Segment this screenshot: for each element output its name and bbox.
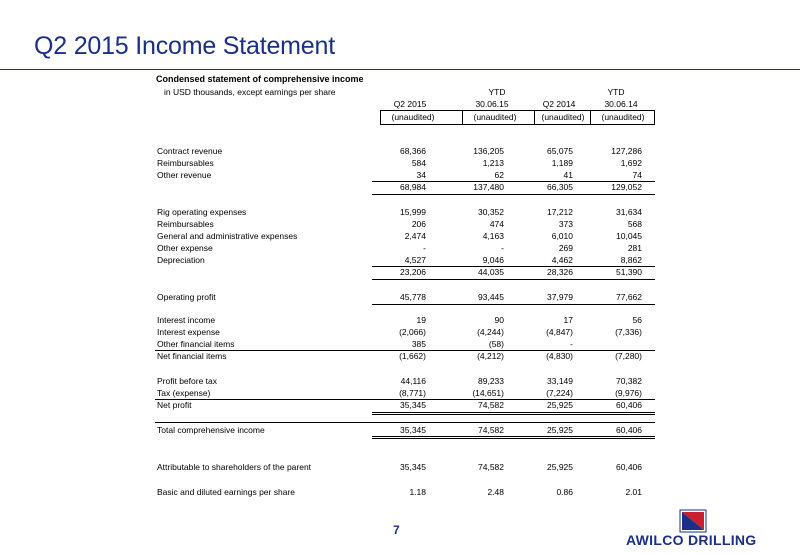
row-label: Rig operating expenses (157, 207, 247, 217)
cell: 8,862 (620, 255, 642, 265)
hdr-sep (590, 111, 591, 124)
cell: - (501, 243, 504, 253)
cell: 90 (494, 315, 504, 325)
row-label: Reimbursables (157, 158, 214, 168)
table-row (155, 327, 655, 339)
row-label: Other revenue (157, 170, 212, 180)
cell: 15,999 (400, 207, 426, 217)
cell: 41 (563, 170, 573, 180)
cell: 74,582 (478, 425, 504, 435)
cell: 56 (632, 315, 642, 325)
cell: 30,352 (478, 207, 504, 217)
hdr-sep (654, 111, 655, 124)
table-row (155, 376, 655, 388)
tci-rule-bottom-2 (372, 438, 655, 439)
cell: (7,224) (546, 388, 573, 398)
cell: 60,406 (616, 462, 642, 472)
row-label: General and administrative expenses (157, 231, 298, 241)
cell: 385 (411, 339, 426, 349)
cell: 60,406 (616, 400, 642, 410)
cell: 74,582 (478, 400, 504, 410)
cell: 474 (489, 219, 504, 229)
cell: 65,075 (547, 146, 573, 156)
cell: 28,326 (547, 267, 573, 277)
cell: 373 (558, 219, 573, 229)
cell: 17,212 (547, 207, 573, 217)
hdr-sep (534, 111, 535, 124)
cell: 34 (416, 170, 426, 180)
total-rule (372, 194, 655, 195)
row-label: Other expense (157, 243, 213, 253)
cell: 25,925 (547, 400, 573, 410)
cell: 66,305 (547, 182, 573, 192)
cell: 206 (411, 219, 426, 229)
cell: 127,286 (611, 146, 642, 156)
cell: 1.18 (409, 487, 426, 497)
row-label: Net profit (157, 400, 192, 410)
cell: (4,830) (546, 351, 573, 361)
col-4-top: YTD (607, 87, 625, 97)
cell: 269 (558, 243, 573, 253)
table-row (155, 462, 655, 474)
tci-rule-bottom (372, 436, 655, 437)
cell: 25,925 (547, 462, 573, 472)
cell: 129,052 (611, 182, 642, 192)
cell: 4,527 (404, 255, 426, 265)
table-row (155, 400, 655, 412)
table-row (155, 292, 655, 304)
cell: 23,206 (400, 267, 426, 277)
cell: 74,582 (478, 462, 504, 472)
title-divider (0, 69, 800, 70)
cell: 4,462 (551, 255, 573, 265)
row-label: Profit before tax (157, 376, 218, 386)
cell: 35,345 (400, 400, 426, 410)
row-label: Other financial items (157, 339, 235, 349)
cell: 568 (627, 219, 642, 229)
cell: - (570, 339, 573, 349)
cell: 70,382 (616, 376, 642, 386)
col-2-top: YTD (488, 87, 506, 97)
cell: (9,976) (615, 388, 642, 398)
table-row (155, 267, 655, 279)
double-rule-top (372, 412, 655, 413)
col-2-status: (unaudited) (473, 112, 517, 122)
table-row (155, 315, 655, 327)
cell: 10,045 (616, 231, 642, 241)
cell: 33,149 (547, 376, 573, 386)
table-row (155, 158, 655, 170)
col-1-label: Q2 2015 (393, 99, 427, 109)
cell: 2,474 (404, 231, 426, 241)
cell: 25,925 (547, 425, 573, 435)
col-3-label: Q2 2014 (542, 99, 576, 109)
row-label: Reimbursables (157, 219, 214, 229)
header-rule (380, 110, 655, 111)
cell: (7,336) (615, 327, 642, 337)
table-row (155, 243, 655, 255)
cell: (4,847) (546, 327, 573, 337)
cell: 136,205 (473, 146, 504, 156)
cell: 51,390 (616, 267, 642, 277)
cell: 93,445 (478, 292, 504, 302)
row-label: Net financial items (157, 351, 227, 361)
row-label: Interest income (157, 315, 216, 325)
row-label: Tax (expense) (157, 388, 211, 398)
cell: (1,662) (399, 351, 426, 361)
row-label: Total comprehensive income (157, 425, 265, 435)
cell: 2.01 (625, 487, 642, 497)
cell: 281 (627, 243, 642, 253)
cell: 17 (563, 315, 573, 325)
table-row (155, 219, 655, 231)
cell: (4,212) (477, 351, 504, 361)
table-row (155, 351, 655, 363)
cell: 9,046 (482, 255, 504, 265)
total-rule (372, 304, 655, 305)
table-row (155, 207, 655, 219)
page-number: 7 (393, 523, 400, 537)
col-4-label: 30.06.14 (604, 99, 638, 109)
row-label: Depreciation (157, 255, 205, 265)
table-row (155, 182, 655, 194)
cell: 137,480 (473, 182, 504, 192)
hdr-sep (462, 111, 463, 124)
cell: 74 (632, 170, 642, 180)
cell: 1,189 (551, 158, 573, 168)
statement-heading: Condensed statement of comprehensive income (156, 74, 364, 84)
cell: (14,651) (472, 388, 504, 398)
cell: 1,692 (620, 158, 642, 168)
cell: - (423, 243, 426, 253)
cell: 2.48 (487, 487, 504, 497)
cell: 31,634 (616, 207, 642, 217)
table-row (155, 231, 655, 243)
header-rule-bottom (380, 124, 655, 125)
row-label: Attributable to shareholders of the parent (157, 462, 312, 472)
cell: 584 (411, 158, 426, 168)
col-2-label: 30.06.15 (475, 99, 509, 109)
cell: (2,066) (399, 327, 426, 337)
row-label: Interest expense (157, 327, 220, 337)
cell: 6,010 (551, 231, 573, 241)
cell: 68,984 (400, 182, 426, 192)
cell: 77,662 (616, 292, 642, 302)
cell: (58) (488, 339, 504, 349)
cell: 89,233 (478, 376, 504, 386)
row-label: Contract revenue (157, 146, 223, 156)
cell: 44,035 (478, 267, 504, 277)
logo-wordmark: AWILCO DRILLING (626, 532, 757, 548)
page-title: Q2 2015 Income Statement (34, 32, 335, 60)
cell: 45,778 (400, 292, 426, 302)
col-3-status: (unaudited) (541, 112, 585, 122)
statement-units: in USD thousands, except earnings per share (164, 87, 336, 97)
cell: (7,280) (615, 351, 642, 361)
cell: (8,771) (399, 388, 426, 398)
cell: 0.86 (556, 487, 573, 497)
cell: 4,163 (482, 231, 504, 241)
cell: 1,213 (482, 158, 504, 168)
tci-rule-top (155, 422, 655, 423)
cell: 35,345 (400, 425, 426, 435)
cell: (4,244) (477, 327, 504, 337)
hdr-sep (380, 111, 381, 124)
table-row (155, 487, 655, 499)
cell: 35,345 (400, 462, 426, 472)
cell: 37,979 (547, 292, 573, 302)
cell: 62 (494, 170, 504, 180)
cell: 68,366 (400, 146, 426, 156)
table-row (155, 146, 655, 158)
row-label: Basic and diluted earnings per share (157, 487, 295, 497)
total-rule (372, 279, 655, 280)
row-label: Operating profit (157, 292, 216, 302)
col-4-status: (unaudited) (601, 112, 645, 122)
cell: 60,406 (616, 425, 642, 435)
double-rule-bottom (372, 414, 655, 415)
col-1-status: (unaudited) (391, 112, 435, 122)
cell: 19 (416, 315, 426, 325)
cell: 44,116 (400, 376, 426, 386)
